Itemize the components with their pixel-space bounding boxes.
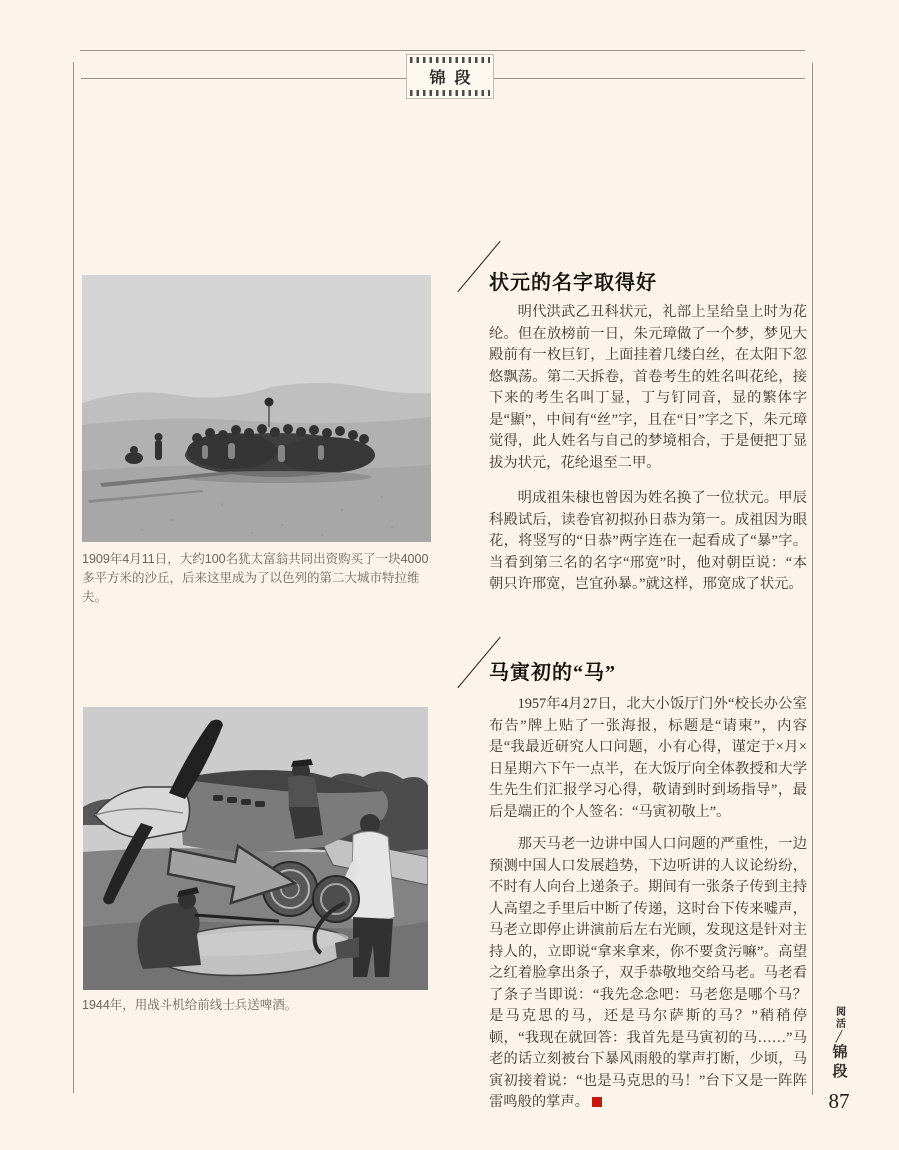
article-paragraph (489, 302, 807, 474)
paragraph-text: 1957年4月27日，北大小饭厅门外“校长办公室布告”牌上贴了一张海报，标题是“请柬”，内容是“我最近研究人口问题，小有心得，谨定于×月×日星期六下午一点半，在大饭厅向全体教授和大学生先生们汇报学习心得，敬请到时到场指导”，最后是端正的个人签名：“马寅初敬上”。 (489, 696, 807, 820)
photo-caption-plane: 1944年，用战斗机给前线士兵送啤酒。 (82, 998, 298, 1012)
top-rule-outer (80, 50, 805, 51)
photo-caption-desert: 1909年4月11日，大约100名犹太富翁共同出资购买了一块4000多平方米的沙丘，后来这里成为了以色列的第二大城市特拉维夫。 (82, 552, 429, 604)
section-stamp (406, 54, 494, 99)
paragraph-text: 那天马老一边讲中国人口问题的严重性，一边预测中国人口发展趋势，下边听讲的人议论纷纷，不时有人向台上递条子。期间有一张条子传到主持人高望之手里后中断了传递，这时台下传来嘘声，马老立即停止讲演前后左右光顾，发现这是针对主持人的，立即说“拿来拿来，你不要贪污嘛”。高望之红着脸拿出条子，双手恭敬地交给马老。马老看了条子当即说：“我先念念吧：马老您是哪个马？是马克思的马，还是马尔萨斯的马？”稍稍停顿，“我现在就回答：我首先是马寅初的马……”马老的话立刻被台下暴风雨般的掌声打断，少顷，马寅初接着说：“也是马克思的马！”台下又是一阵阵雷鸣般的掌声。 (489, 836, 807, 1110)
desert-crowd-illustration (82, 275, 431, 542)
fighter-plane-illustration (83, 707, 428, 990)
paragraph-text: 明代洪武乙丑科状元，礼部上呈给皇上时为花纶。但在放榜前一日，朱元璋做了一个梦，梦见大殿前有一枚巨钉，上面挂着几缕白丝，在太阳下忽悠飘荡。第二天拆卷，首卷考生的姓名叫花纶，接下来的考生名叫丁显，丁与钉同音，显的繁体字是“顯”，中间有“丝”字，且在“日”字之下，朱元璋觉得，此人姓名与自己的梦境相合，于是便把丁显拔为状元，花纶退至二甲。 (489, 304, 807, 471)
article-end-mark (592, 1097, 602, 1107)
article-paragraph (489, 694, 807, 823)
article-title-mayinchu: 马寅初的“马” (489, 662, 616, 684)
photo-fighter-plane (83, 707, 428, 990)
stamp-perforation-top (410, 57, 490, 63)
photo-desert-crowd (82, 275, 431, 542)
section-stamp-label: 锦段 (429, 70, 480, 87)
article-paragraph (489, 488, 807, 596)
page-sidebar (818, 1006, 860, 1114)
paragraph-text: 明成祖朱棣也曾因为姓名换了一位状元。甲辰科殿试后，读卷官初拟孙日恭为第一。成祖因为眼花，将竖写的“日恭”两字连在一起看成了“暴”字。当看到第三名的名字“邢宽”时，他对朝臣说：“本朝只许邢宽，岂宜孙暴。”就这样，邢宽成了状元。 (489, 490, 807, 592)
article-paragraph (489, 834, 807, 1114)
sidebar-magazine-label: 阅活 (833, 1006, 845, 1030)
sidebar-separator: ╱ (835, 1031, 843, 1043)
stamp-perforation-bottom (410, 90, 490, 96)
left-rule (73, 62, 74, 1093)
page-number: 87 (828, 1089, 850, 1113)
right-rule (812, 63, 813, 1095)
article-title-zhuangyuan: 状元的名字取得好 (489, 272, 657, 294)
sidebar-column-label: 锦段 (830, 1044, 847, 1082)
